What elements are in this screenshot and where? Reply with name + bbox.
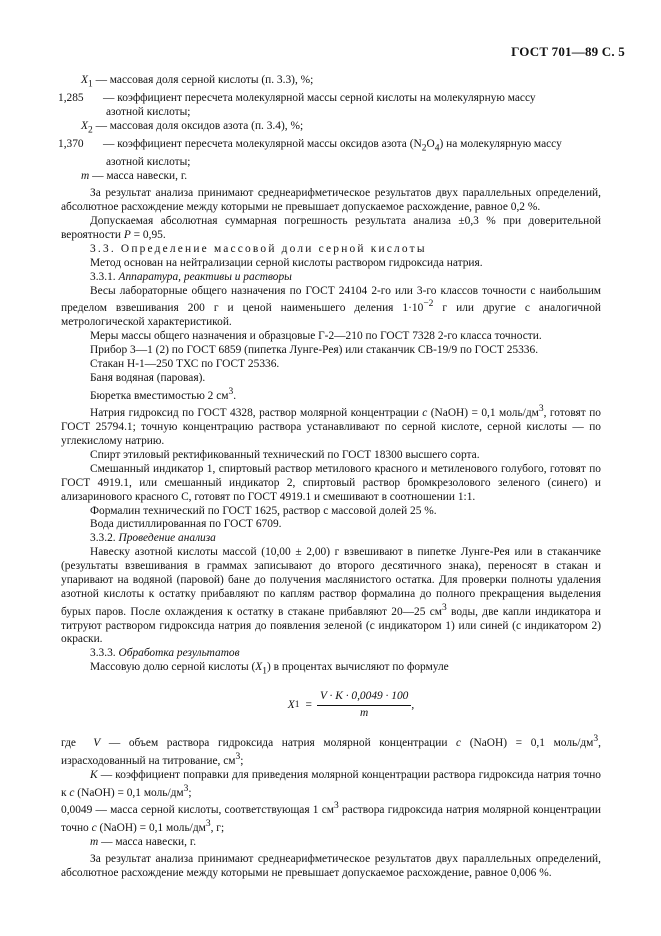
section-title: Аппаратура, реактивы и растворы [118, 270, 292, 283]
text-part: Бюретка вместимостью 2 см [90, 389, 229, 402]
list-item-burette [61, 386, 601, 404]
symbol: P [123, 228, 131, 241]
coef-number: 1,285 [58, 92, 84, 105]
page-header: ГОСТ 701—89 С. 5 [511, 44, 625, 59]
text-part: O [426, 138, 435, 151]
subscript: 2 [87, 125, 93, 136]
section-title: Проведение анализа [118, 532, 216, 545]
list-item-spirit: Спирт этиловый ректификованный технический по ГОСТ 18300 высшего сорта. [90, 448, 480, 461]
def-1370 [58, 138, 601, 156]
text-part: ) на молекулярную массу [439, 138, 562, 151]
section-title: Обработка результатов [118, 647, 240, 660]
superscript: 3 [593, 734, 599, 745]
text-part: раствора гидроксида натрия молярной концентрации точно [61, 804, 601, 834]
where-k [61, 769, 601, 801]
denominator: m [360, 706, 369, 719]
def-text: — масса навески, г. [89, 170, 188, 183]
superscript: 3 [235, 752, 241, 763]
text-part: = 0,95. [130, 228, 166, 241]
paragraph-calc [61, 661, 601, 679]
superscript: 3 [442, 602, 447, 613]
list-item: Меры массы общего назначения и образцовые Г-2—210 по ГОСТ 7328 2-го класса точности. [90, 330, 542, 343]
def-continuation: азотной кислоты; [106, 106, 191, 119]
paragraph-error [61, 215, 601, 243]
text-part: воды, две капли индикатора и титруют раствором гидроксида натрия до появления зеленой (с индикатором 1) или синей (с индикатором 2) окраски. [61, 605, 601, 646]
text-part: (NaOH) = 0,1 моль/дм [96, 821, 206, 834]
text-part: Массовую долю серной кислоты ( [90, 661, 256, 674]
superscript: −2 [423, 299, 434, 310]
text-part: — коэффициент пересчета молекулярной массы оксидов азота (N [103, 138, 422, 151]
where-0049 [61, 800, 601, 835]
subsection-heading-3-3-2 [61, 532, 601, 546]
paragraph-indicator: Смешанный индикатор 1, спиртовый раствор метилового красного и метиленового голубого, готовят по ГОСТ 4919.1, или смешанный индикатор 2, спиртовый раствор бромкрезолового зеленого (синего) и ализаринового красного С, готовят по ГОСТ 4919.1 и смешивают в соотношении 1:1. [61, 462, 601, 503]
text-part: — объем раствора гидроксида натрия молярной концентрации [108, 737, 457, 750]
symbol: m [90, 835, 99, 848]
numerator: V · K · 0,0049 · 100 [317, 690, 411, 706]
symbol: c [69, 786, 75, 799]
fraction [317, 690, 411, 721]
list-item: Прибор 3—1 (2) по ГОСТ 6859 (пипетка Лунге-Рея) или стаканчик СВ-19/9 по ГОСТ 25336. [90, 343, 539, 356]
text-part: Допускаемая абсолютная суммарная погрешность результата анализа ±0,3 % при доверительной вероятности [61, 215, 601, 241]
superscript: 3 [333, 801, 339, 812]
text-part: г или другие с аналогичной метрологической характеристикой. [61, 302, 601, 329]
def-text [103, 138, 601, 156]
def-text: — коэффициент пересчета молекулярной массы серной кислоты на молекулярную массу [103, 92, 536, 105]
list-item: Стакан Н-1—250 ТХС по ГОСТ 25336. [90, 357, 280, 370]
symbol: m [81, 170, 90, 183]
def-text: — массовая доля серной кислоты (п. 3.3), %; [92, 74, 314, 86]
paragraph-naoh [61, 403, 601, 449]
text-part: , г; [210, 821, 225, 834]
text-part: ; [240, 754, 244, 767]
text-part: ) в процентах вычисляют по формуле [267, 661, 449, 674]
text-part: (NaOH) = 0,1 моль/дм [74, 786, 184, 799]
text-part: — коэффициент поправки для приведения молярной концентрации раствора гидроксида натрия точно к [61, 768, 601, 799]
subscript: 1 [294, 699, 300, 710]
superscript: 3 [228, 386, 234, 397]
paragraph-method: Метод основан на нейтрализации серной кислоты раствором гидроксида натрия. [90, 256, 483, 269]
text-part: , готовят по ГОСТ 25794.1; точную концентрацию раствора устанавливают по серной кислоте, серной кислоты — по углекислому натрию. [61, 407, 601, 447]
symbol: X [81, 120, 88, 132]
def-text: — массовая доля оксидов азота (п. 3.4), %; [92, 120, 304, 132]
text-part: (NaOH) = 0,1 моль/дм [427, 407, 539, 420]
list-item-formalin: Формалин технический по ГОСТ 1625, раствор с массовой долей 25 %. [90, 504, 437, 517]
text-part: Навеску азотной кислоты массой (10,00 ± 2,00) г взвешивают в пипетке Лунге-Рея или в стаканчике (результаты взвешивания в граммах записывают до второго десятичного знака), переносят в стакан и упаривают на водяной (паровой) бане до получения маслянистого остатка. Для проверки полноты удаления азотной кислоты к остатку прибавляют по каплям раствор формалина до полного прекращения выделения бурых паров. После охлаждения к остатку в стакане прибавляют 20—25 см [61, 546, 601, 618]
text-part: Натрия гидроксид по ГОСТ 4328, раствор молярной концентрации [90, 407, 423, 420]
text-part: (NaOH) = 0,1 моль/дм [461, 737, 594, 750]
where-m [61, 836, 601, 850]
coef-number: 1,370 [58, 138, 84, 151]
superscript: 3 [538, 404, 544, 415]
text-part: где [61, 737, 76, 750]
formula-comma: , [411, 698, 415, 711]
def-m [81, 170, 601, 184]
superscript: 3 [183, 783, 189, 794]
paragraph-final-result: За результат анализа принимают среднеарифметическое результатов двух параллельных определений, абсолютное расхождение между которыми не превышает допускаемое расхождение, равное 0,006 %. [61, 852, 601, 879]
subsection-heading-3-3-1 [61, 271, 601, 285]
text-part: 0,0049 — масса серной кислоты, соответствующая 1 см [61, 804, 334, 817]
text-part: — масса навески, г. [98, 835, 197, 848]
section-number: 3.3.2. [90, 532, 116, 545]
subsection-heading-3-3-3 [61, 647, 601, 661]
text-part: Весы лабораторные общего назначения по ГОСТ 24104 2-го или 3-го классов точности с наибольшим пределом взвешивания 200 г и ценой наименьшего деления 1·10 [61, 284, 601, 315]
text-part: ; [188, 786, 192, 799]
paragraph-result: За результат анализа принимают среднеарифметическое результатов двух параллельных определений, абсолютное расхождение между которыми не превышает допускаемое расхождение, равное 0,2 %. [61, 187, 601, 214]
symbol: X [255, 661, 263, 674]
list-item: Баня водяная (паровая). [90, 371, 206, 384]
section-number: 3.3.1. [90, 270, 116, 283]
page-body [58, 74, 601, 881]
where-v [61, 733, 601, 768]
subscript: 1 [87, 79, 93, 90]
def-1285 [58, 92, 601, 106]
def-x1 [81, 74, 601, 92]
def-continuation: азотной кислоты; [106, 156, 191, 169]
formula-lhs: X [287, 698, 295, 711]
symbol: V [93, 737, 101, 750]
symbol: c [456, 737, 462, 750]
subscript: 1 [262, 666, 267, 677]
symbol: K [90, 768, 98, 781]
text-part: , израсходованный на титрование, см [61, 737, 601, 767]
superscript: 3 [205, 819, 211, 830]
section-number: 3.3.3. [90, 647, 116, 660]
formula-x1 [101, 686, 601, 724]
paragraph-analysis [61, 546, 601, 647]
list-item-water: Вода дистиллированная по ГОСТ 6709. [90, 518, 282, 531]
symbol: c [422, 407, 428, 420]
subscript: 2 [421, 143, 427, 154]
text-part: . [233, 389, 237, 402]
subscript: 4 [434, 143, 440, 154]
section-heading-3-3: 3.3. Определение массовой доли серной кислоты [90, 242, 427, 255]
equals-sign: = [305, 698, 312, 711]
def-x2 [81, 120, 601, 138]
symbol: X [81, 74, 88, 86]
paragraph-scales [61, 285, 601, 331]
symbol: c [91, 821, 97, 834]
